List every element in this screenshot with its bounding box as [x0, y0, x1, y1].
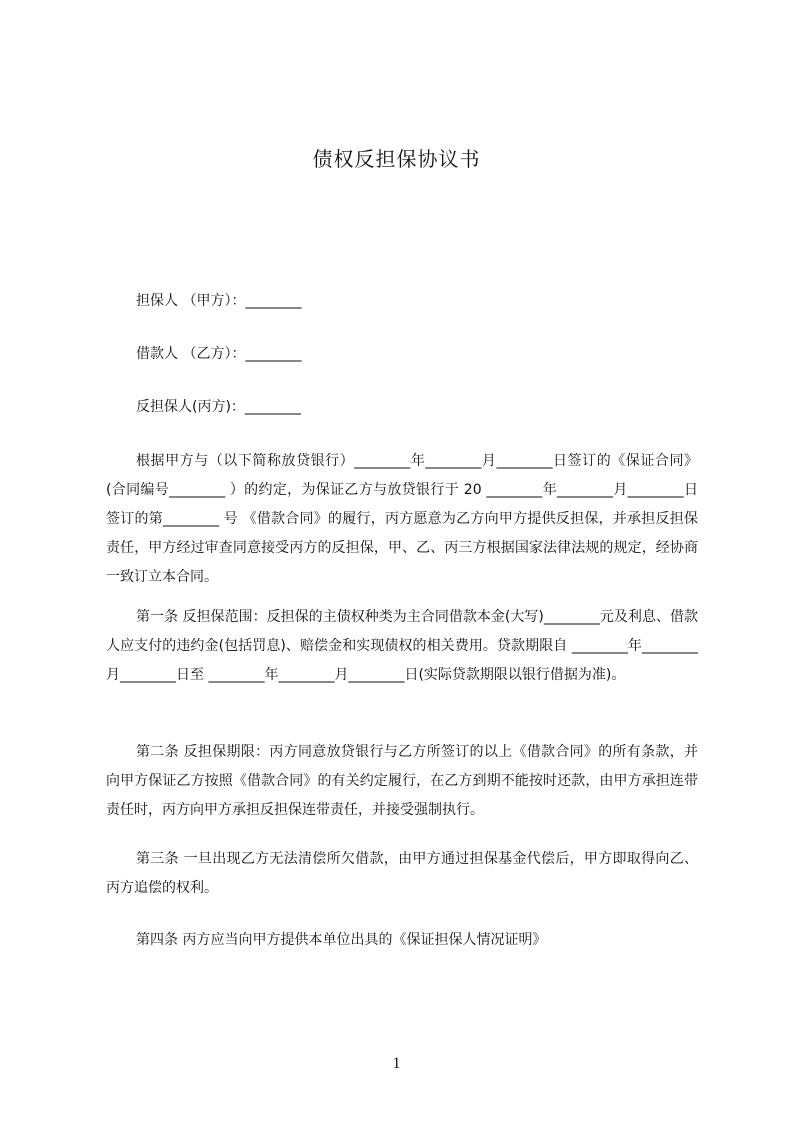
page-number: 1	[392, 1055, 401, 1072]
document-title: 债权反担保协议书	[312, 147, 481, 171]
guarantor-line: 担保人 （甲方）：________	[136, 293, 302, 309]
borrower-line: 借款人 （乙方）：________	[136, 346, 302, 362]
article-1: 第一条 反担保范围：反担保的主债权种类为主合同借款本金(大写)________元及利息、借款人应支付的违约金(包括罚息)、赔偿金和实现债权的相关费用。贷款期限自 ________年________月________日至 ________年________月________日(实际贷款期限以银行借据为准)。	[106, 609, 698, 683]
preamble-paragraph: 根据甲方与（以下简称放贷银行）________年________月________日签订的《保证合同》(合同编号________ ）的约定，为保证乙方与放贷银行于 20 ________年________月________日签订的第________ 号 《借款合同》的履行，丙方愿意为乙方向甲方提供反担保，并承担反担保责任，甲方经过审查同意接受丙方的反担保，甲、乙、丙三方根据国家法律法规的规定，经协商一致订立本合同。	[106, 453, 698, 585]
article-3: 第三条 一旦出现乙方无法清偿所欠借款，由甲方通过担保基金代偿后，甲方即取得向乙、丙方追偿的权利。	[106, 851, 698, 896]
counter-guarantor-line: 反担保人(丙方)：________	[136, 399, 301, 415]
article-2: 第二条 反担保期限：丙方同意放贷银行与乙方所签订的以上《借款合同》的所有条款，并向甲方保证乙方按照《借款合同》的有关约定履行，在乙方到期不能按时还款，由甲方承担连带责任时，丙方向甲方承担反担保连带责任，并接受强制执行。	[106, 744, 698, 818]
article-4: 第四条 丙方应当向甲方提供本单位出具的《保证担保人情况证明》	[136, 932, 547, 948]
